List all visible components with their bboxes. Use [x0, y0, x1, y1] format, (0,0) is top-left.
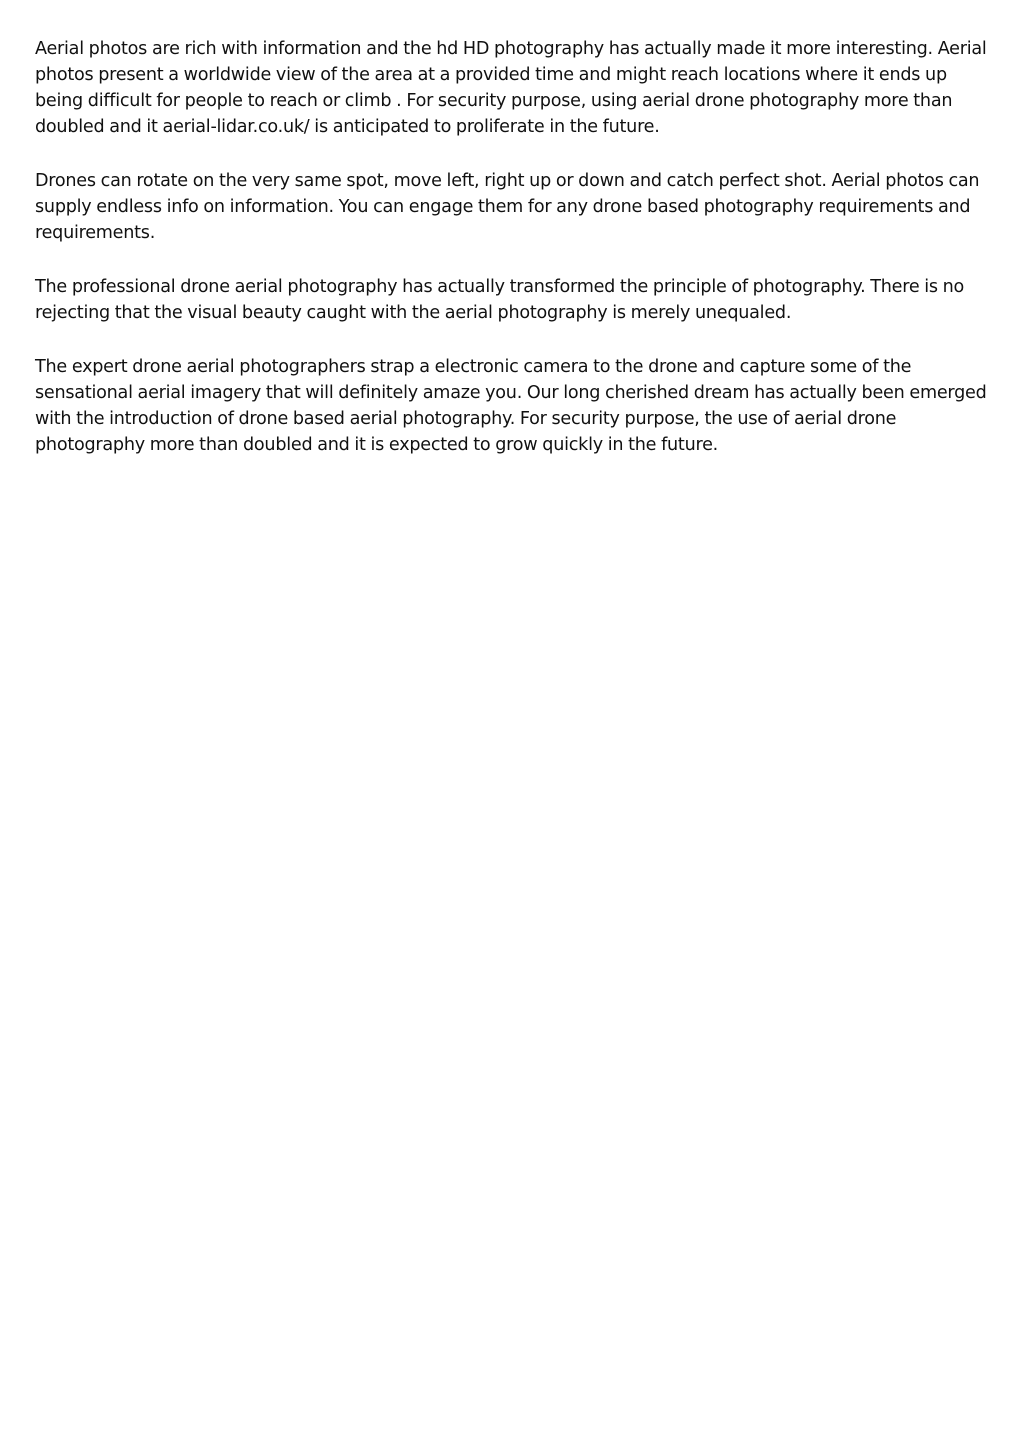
- paragraph-2: Drones can rotate on the very same spot, move left, right up or down and catch perfect shot. Aerial photos can supply endless info on information. You can engage them for any drone based photography requirements and requirements.: [35, 171, 980, 243]
- paragraph-1: Aerial photos are rich with information and the hd HD photography has actually made it more interesting. Aerial photos present a worldwide view of the area at a provided time and might reach locations where it ends up being difficult for people to reach or climb . For security purpose, using aerial drone photography more than doubled and it aerial-lidar.co.uk/ is anticipated to proliferate in the future.: [35, 39, 987, 137]
- document-body: [35, 36, 995, 486]
- paragraph-3: The professional drone aerial photography has actually transformed the principle of photography. There is no rejecting that the visual beauty caught with the aerial photography is merely unequaled.: [35, 277, 965, 323]
- paragraph-4: The expert drone aerial photographers strap a electronic camera to the drone and capture some of the sensational aerial imagery that will definitely amaze you. Our long cherished dream has actually been emerged with the introduction of drone based aerial photography. For security purpose, the use of aerial drone photography more than doubled and it is expected to grow quickly in the future.: [35, 357, 987, 455]
